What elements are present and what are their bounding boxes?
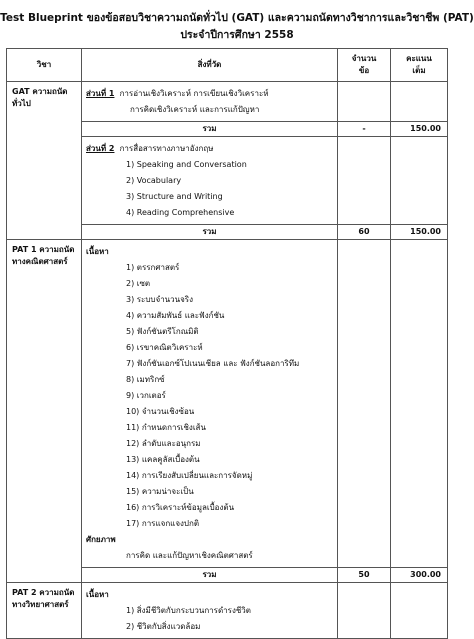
gat-subject-line-1: GAT ความถนัด xyxy=(12,87,68,96)
pat1-item: 4) ความสัมพันธ์ และฟังก์ชัน xyxy=(126,311,225,320)
blueprint-table-wrapper xyxy=(6,48,447,639)
gat-part2-indicator xyxy=(82,137,338,225)
header-count-line-2: ข้อ xyxy=(358,66,370,75)
gat-part2-item: 3) Structure and Writing xyxy=(126,192,223,201)
gat-subject-cell xyxy=(7,82,82,240)
header-count xyxy=(338,49,391,82)
gat-part1-score-empty xyxy=(391,82,448,122)
pat1-item: 10) จำนวนเชิงซ้อน xyxy=(126,407,195,416)
title-line-2: ประจำปีการศึกษา 2558 xyxy=(180,29,294,41)
pat1-item: 11) กำหนดการเชิงเส้น xyxy=(126,423,206,432)
pat1-item: 6) เรขาคณิตวิเคราะห์ xyxy=(126,343,203,352)
gat-part1-line-1 xyxy=(86,86,333,102)
gat-part2-count: 60 xyxy=(338,225,391,240)
pat2-subject-cell xyxy=(7,583,82,639)
gat-part2-count-empty xyxy=(338,137,391,225)
pat1-score-empty xyxy=(391,240,448,568)
pat2-indicator xyxy=(82,583,338,639)
header-score-line-1: คะแนน xyxy=(406,54,432,63)
pat1-subject-line-2: ทางคณิตศาสตร์ xyxy=(12,257,68,266)
header-row xyxy=(7,49,448,82)
gat-part2-text: การสื่อสารทางภาษาอังกฤษ xyxy=(119,144,214,153)
pat2-content-label: เนื้อหา xyxy=(86,590,109,599)
gat-part1-score: 150.00 xyxy=(391,122,448,137)
gat-part1-label: ส่วนที่ 1 xyxy=(86,89,115,98)
document-title xyxy=(0,10,474,44)
pat2-score-empty xyxy=(391,583,448,639)
gat-part1-count: - xyxy=(338,122,391,137)
pat2-row xyxy=(7,583,448,639)
header-score xyxy=(391,49,448,82)
pat1-count: 50 xyxy=(338,568,391,583)
header-indicator: สิ่งที่วัด xyxy=(82,49,338,82)
gat-part1-text: การอ่านเชิงวิเคราะห์ การเขียนเชิงวิเคราะห์ xyxy=(119,89,269,98)
pat1-item: 9) เวกเตอร์ xyxy=(126,391,166,400)
pat1-count-empty xyxy=(338,240,391,568)
pat2-count-empty xyxy=(338,583,391,639)
header-count-line-1: จำนวน xyxy=(351,54,377,63)
pat1-ability-label: ศักยภาพ xyxy=(86,535,116,544)
pat1-item: 12) ลำดับและอนุกรม xyxy=(126,439,201,448)
pat2-item: 2) ชีวิตกับสิ่งแวดล้อม xyxy=(126,622,201,631)
pat1-row xyxy=(7,240,448,568)
gat-part2-item: 4) Reading Comprehensive xyxy=(126,208,235,217)
pat1-item: 2) เซต xyxy=(126,279,151,288)
pat1-subject-line-1: PAT 1 ความถนัด xyxy=(12,245,75,254)
pat1-indicator xyxy=(82,240,338,568)
pat2-subject-line-2: ทางวิทยาศาสตร์ xyxy=(12,600,69,609)
pat1-sum-label: รวม xyxy=(82,568,338,583)
pat1-item: 3) ระบบจำนวนจริง xyxy=(126,295,194,304)
gat-subject-line-2: ทั่วไป xyxy=(12,99,31,108)
gat-part2-line-1 xyxy=(86,141,333,157)
pat2-item: 1) สิ่งมีชีวิตกับกระบวนการดำรงชีวิต xyxy=(126,606,251,615)
pat1-item: 7) ฟังก์ชันเอกซ์โปเนนเชียล และ ฟังก์ชันลอการิทึม xyxy=(126,359,300,368)
title-line-1: Test Blueprint ของข้อสอบวิชาความถนัดทั่วไป (GAT) และความถนัดทางวิชาการและวิชาชีพ (PAT) xyxy=(0,12,474,24)
pat1-item: 15) ความน่าจะเป็น xyxy=(126,487,194,496)
gat-part1-sum-label: รวม xyxy=(82,122,338,137)
pat1-item: 13) แคลคูลัสเบื้องต้น xyxy=(126,455,200,464)
pat1-item: 8) เมทริกซ์ xyxy=(126,375,165,384)
gat-part2-label: ส่วนที่ 2 xyxy=(86,144,115,153)
gat-part1-indicator xyxy=(82,82,338,122)
blueprint-table xyxy=(6,48,448,639)
pat1-score: 300.00 xyxy=(391,568,448,583)
gat-part1-line-2: การคิดเชิงวิเคราะห์ และการแก้ปัญหา xyxy=(130,105,260,114)
pat1-item: 1) ตรรกศาสตร์ xyxy=(126,263,180,272)
pat1-ability-text: การคิด และแก้ปัญหาเชิงคณิตศาสตร์ xyxy=(126,551,253,560)
gat-part1-row xyxy=(7,82,448,122)
pat1-content-label: เนื้อหา xyxy=(86,247,109,256)
pat1-item: 5) ฟังก์ชันตรีโกณมิติ xyxy=(126,327,199,336)
gat-part2-item: 2) Vocabulary xyxy=(126,176,182,185)
gat-part2-score-empty xyxy=(391,137,448,225)
gat-part1-count-empty xyxy=(338,82,391,122)
pat2-subject-line-1: PAT 2 ความถนัด xyxy=(12,588,75,597)
pat1-item: 17) การแจกแจงปกติ xyxy=(126,519,200,528)
gat-part2-sum-label: รวม xyxy=(82,225,338,240)
pat1-subject-cell xyxy=(7,240,82,583)
pat1-item: 16) การวิเคราะห์ข้อมูลเบื้องต้น xyxy=(126,503,235,512)
gat-part2-item: 1) Speaking and Conversation xyxy=(126,160,247,169)
gat-part2-score: 150.00 xyxy=(391,225,448,240)
header-subject: วิชา xyxy=(7,49,82,82)
pat1-item: 14) การเรียงสับเปลี่ยนและการจัดหมู่ xyxy=(126,471,253,480)
header-score-line-2: เต็ม xyxy=(412,66,426,75)
